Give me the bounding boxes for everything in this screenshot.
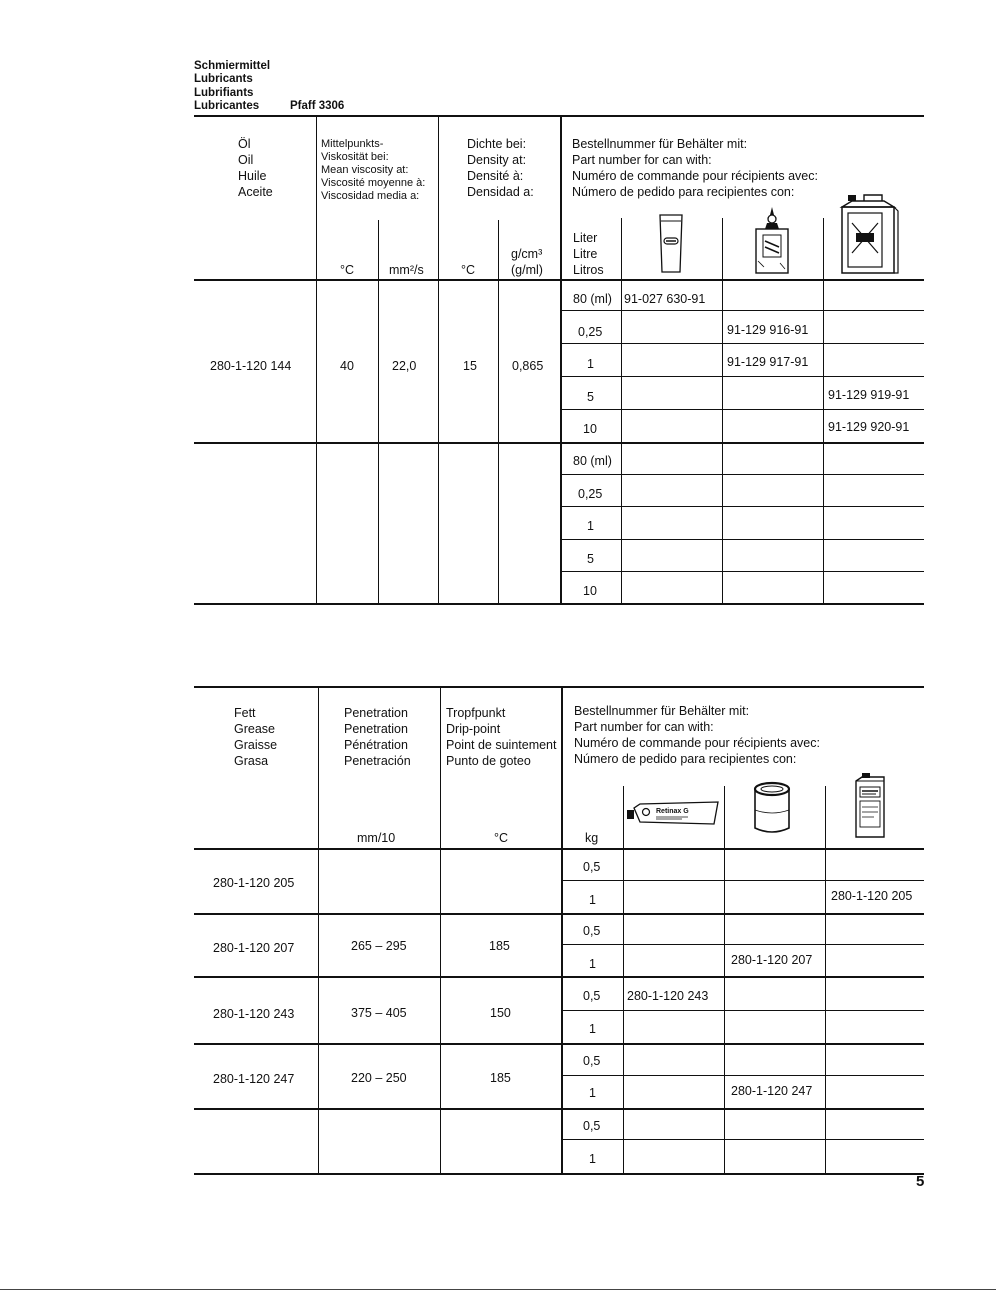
size-cell: 1 <box>589 1152 596 1166</box>
penetration-value: 265 – 295 <box>351 939 407 953</box>
visc-temp-value: 40 <box>340 359 354 373</box>
unit-density: g/cm³ <box>511 247 543 261</box>
part-number-cell: 280-1-120 205 <box>831 889 913 903</box>
header-line: Part number for can with: <box>574 720 714 734</box>
part-number-cell: 91-027 630-91 <box>624 292 706 306</box>
unit-visc-temp: °C <box>340 263 355 277</box>
size-cell: 10 <box>583 584 597 598</box>
tube-label: Retinax G <box>656 808 689 815</box>
density-column-header <box>467 136 534 200</box>
header-line: Bestellnummer für Behälter mit: <box>572 137 748 151</box>
header-line: Aceite <box>238 185 273 199</box>
order-column-header <box>574 703 820 767</box>
size-cell: 80 (ml) <box>573 454 612 468</box>
size-cell: 0,5 <box>583 1054 601 1068</box>
drip-point-column-header <box>446 705 557 769</box>
grease-can-icon <box>852 771 888 839</box>
part-number-cell: 280-1-120 247 <box>731 1084 813 1098</box>
header-line: Oil <box>238 153 254 167</box>
size-cell: 5 <box>587 390 594 404</box>
drip-point-value: 185 <box>490 1071 511 1085</box>
penetration-column-header <box>344 705 411 769</box>
heading-line: Lubrifiants <box>194 87 254 99</box>
header-line: Litros <box>573 263 604 277</box>
header-line: Viskosität bei: <box>321 151 389 163</box>
header-line: Mittelpunkts- <box>321 138 384 150</box>
unit-viscosity: mm²/s <box>389 263 424 277</box>
size-cell: 1 <box>589 893 596 907</box>
size-cell: 0,5 <box>583 989 601 1003</box>
viscosity-column-header <box>321 138 425 203</box>
drip-point-value: 150 <box>490 1006 511 1020</box>
header-line: Grasa <box>234 754 269 768</box>
size-cell: 1 <box>589 957 596 971</box>
size-cell: 0,5 <box>583 924 601 938</box>
machine-model: Pfaff 3306 <box>290 100 345 112</box>
unit-density-alt: (g/ml) <box>511 263 543 277</box>
size-cell: 80 (ml) <box>573 292 612 306</box>
part-number-cell: 91-129 916-91 <box>727 323 809 337</box>
oil-bottle-icon <box>752 205 792 277</box>
unit-volume <box>573 230 604 278</box>
header-line: Penetración <box>344 754 411 768</box>
order-column-header <box>572 136 818 200</box>
size-cell: 1 <box>587 357 594 371</box>
grease-tin-icon <box>751 780 793 836</box>
unit-weight: kg <box>585 831 599 845</box>
scan-edge-line <box>0 1289 996 1290</box>
size-cell: 0,25 <box>578 325 603 339</box>
header-line: Viscosité moyenne à: <box>321 177 426 189</box>
unit-drip: °C <box>494 831 509 845</box>
oil-column-header <box>238 136 273 200</box>
header-line: Tropfpunkt <box>446 706 506 720</box>
header-line: Numéro de commande pour récipients avec: <box>572 169 818 183</box>
header-line: Densité à: <box>467 169 524 183</box>
size-cell: 0,25 <box>578 487 603 501</box>
size-cell: 0,5 <box>583 860 601 874</box>
size-cell: 1 <box>589 1086 596 1100</box>
header-line: Litre <box>573 247 598 261</box>
header-line: Pénétration <box>344 738 408 752</box>
oil-canister-icon <box>838 193 902 277</box>
part-number-cell: 280-1-120 207 <box>731 953 813 967</box>
viscosity-value: 22,0 <box>392 359 417 373</box>
header-line: Dichte bei: <box>467 137 527 151</box>
heading-line: Schmiermittel <box>194 60 271 72</box>
header-line: Bestellnummer für Behälter mit: <box>574 704 750 718</box>
header-line: Point de suintement <box>446 738 557 752</box>
oil-product-number: 280-1-120 144 <box>210 359 292 373</box>
grease-tube-icon <box>626 800 722 828</box>
size-cell: 1 <box>587 519 594 533</box>
drip-point-value: 185 <box>489 939 510 953</box>
density-value: 0,865 <box>512 359 544 373</box>
size-cell: 5 <box>587 552 594 566</box>
header-line: Drip-point <box>446 722 501 736</box>
penetration-value: 375 – 405 <box>351 1006 407 1020</box>
grease-column-header <box>234 705 277 769</box>
size-cell: 1 <box>589 1022 596 1036</box>
header-line: Penetration <box>344 722 408 736</box>
header-line: Graisse <box>234 738 278 752</box>
penetration-value: 220 – 250 <box>351 1071 407 1085</box>
grease-product-number: 280-1-120 207 <box>213 941 295 955</box>
part-number-cell: 91-129 919-91 <box>828 388 910 402</box>
header-line: Densidad a: <box>467 185 534 199</box>
header-line: Número de pedido para recipientes con: <box>574 752 797 766</box>
heading-line: Lubricants <box>194 73 253 85</box>
part-number-cell: 280-1-120 243 <box>627 989 709 1003</box>
header-line: Fett <box>234 706 256 720</box>
heading-line: Lubricantes <box>194 100 260 112</box>
oil-tube-icon <box>655 212 687 276</box>
unit-dens-temp: °C <box>461 263 476 277</box>
part-number-cell: 91-129 917-91 <box>727 355 809 369</box>
header-line: Penetration <box>344 706 408 720</box>
header-line: Grease <box>234 722 275 736</box>
page-number: 5 <box>916 1173 925 1190</box>
unit-penetration: mm/10 <box>357 831 396 845</box>
header-line: Mean viscosity at: <box>321 164 409 176</box>
header-line: Número de pedido para recipientes con: <box>572 185 795 199</box>
grease-product-number: 280-1-120 243 <box>213 1007 295 1021</box>
part-number-cell: 91-129 920-91 <box>828 420 910 434</box>
size-cell: 0,5 <box>583 1119 601 1133</box>
dens-temp-value: 15 <box>463 359 477 373</box>
header-line: Part number for can with: <box>572 153 712 167</box>
grease-product-number: 280-1-120 247 <box>213 1072 295 1086</box>
header-line: Density at: <box>467 153 527 167</box>
size-cell: 10 <box>583 422 597 436</box>
header-line: Öl <box>238 137 251 151</box>
grease-product-number: 280-1-120 205 <box>213 876 295 890</box>
header-line: Huile <box>238 169 267 183</box>
header-line: Viscosidad media a: <box>321 190 420 202</box>
header-line: Liter <box>573 231 598 245</box>
header-line: Numéro de commande pour récipients avec: <box>574 736 820 750</box>
header-line: Punto de goteo <box>446 754 531 768</box>
